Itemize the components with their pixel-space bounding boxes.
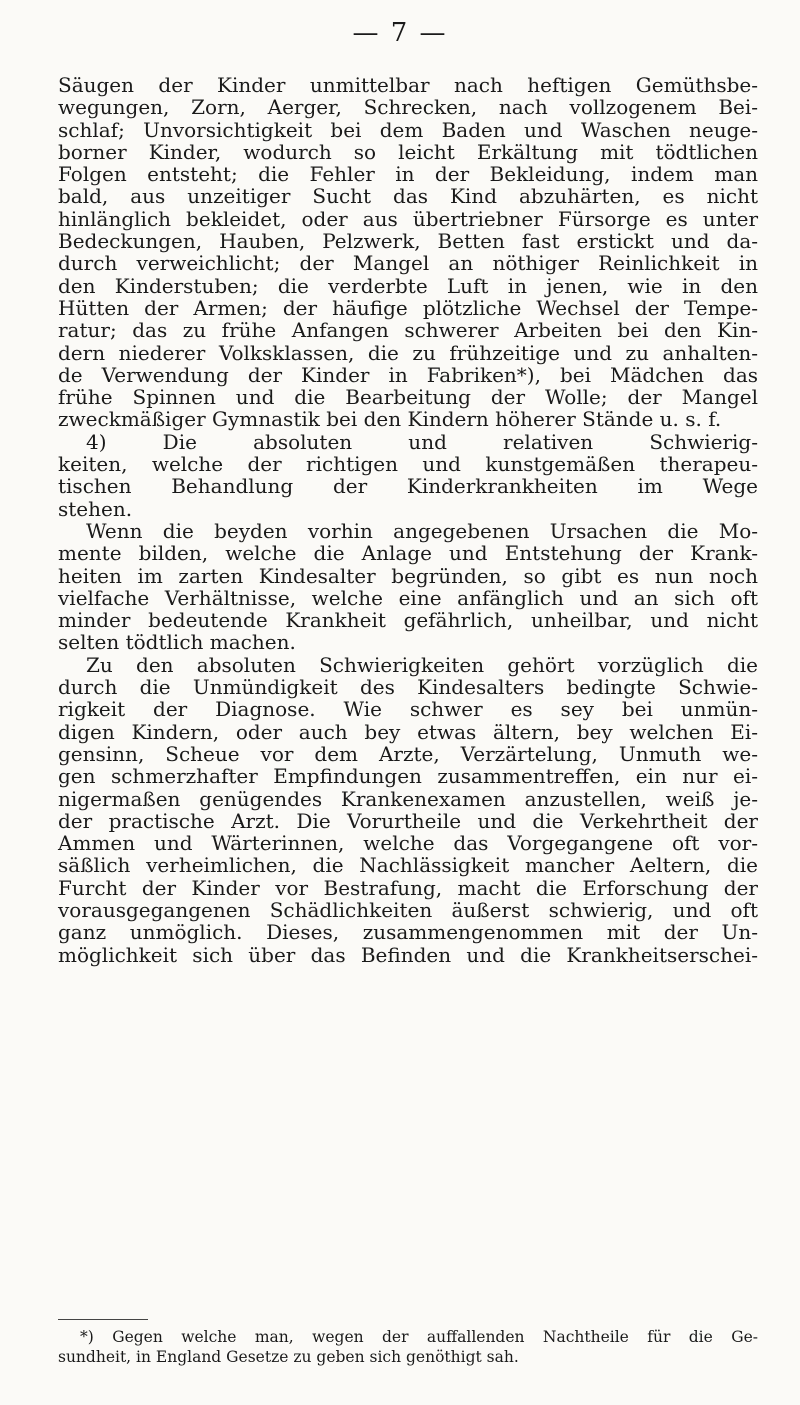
text-line: rigkeit der Diagnose. Wie schwer es sey bei unmün- [58,697,758,722]
text-line: vorausgegangenen Schädlichkeiten äußerst schwierig, und oft [58,897,758,922]
section-heading-line: tischen Behandlung der Kinderkrankheiten im Wege [58,474,758,499]
text-line: borner Kinder, wodurch so leicht Erkältung mit tödtlichen [58,139,758,164]
text-line: minder bedeutende Krankheit gefährlich, unheilbar, und nicht [58,608,758,633]
text-line: digen Kindern, oder auch bey etwas ältern, bey welchen Ei- [58,719,758,744]
footnote-rule [58,1319,148,1320]
text-line: frühe Spinnen und die Bearbeitung der Wolle; der Mangel [58,385,758,410]
page-number: — 7 — [352,18,448,48]
text-line: säßlich verheimlichen, die Nachlässigkeit mancher Aeltern, die [58,853,758,878]
text-line: selten tödtlich machen. [58,630,296,655]
text-line: den Kinderstuben; die verderbte Luft in jenen, wie in den [58,273,758,298]
footnote [58,1327,758,1367]
text-line: Folgen entsteht; die Fehler in der Bekleidung, indem man [58,162,758,187]
text-line: durch die Unmündigkeit des Kindesalters bedingte Schwie- [58,675,758,700]
text-line: nigermaßen genügendes Krankenexamen anzustellen, weiß je- [58,786,758,811]
text-line: mente bilden, welche die Anlage und Entstehung der Krank- [58,541,758,566]
text-line: zweckmäßiger Gymnastik bei den Kindern höherer Stände u. s. f. [58,407,722,432]
text-line: heiten im zarten Kindesalter begründen, so gibt es nun noch [58,563,758,588]
text-line: vielfache Verhältnisse, welche eine anfänglich und an sich oft [58,585,758,610]
text-line: der practische Arzt. Die Vorurtheile und die Verkehrtheit der [58,808,758,833]
section-heading-line: 4) Die absoluten und relativen Schwierig- [86,429,758,454]
section-heading-line: stehen. [58,496,133,521]
body-text [58,74,758,966]
text-line: Bedeckungen, Hauben, Pelzwerk, Betten fast erstickt und da- [58,229,758,254]
text-line: gensinn, Scheue vor dem Arzte, Verzärtelung, Unmuth we- [58,741,758,766]
text-line: Furcht der Kinder vor Bestrafung, macht die Erforschung der [58,875,758,900]
text-line: hinlänglich bekleidet, oder aus übertriebner Fürsorge es unter [58,206,758,231]
text-line: ratur; das zu frühe Anfangen schwerer Arbeiten bei den Kin- [58,318,758,343]
text-line: ganz unmöglich. Dieses, zusammengenommen mit der Un- [58,920,758,945]
text-line: Wenn die beyden vorhin angegebenen Ursachen die Mo- [86,518,758,543]
footnote-line: *) Gegen welche man, wegen der auffallenden Nachtheile für die Ge- [80,1328,758,1346]
text-line: gen schmerzhafter Empfindungen zusammentreffen, ein nur ei- [58,764,758,789]
text-line: dern niederer Volksklassen, die zu frühzeitige und zu anhalten- [58,340,758,365]
footnote-line: sundheit, in England Gesetze zu geben sich genöthigt sah. [58,1348,519,1366]
text-line: bald, aus unzeitiger Sucht das Kind abzuhärten, es nicht [58,184,758,209]
text-line: Zu den absoluten Schwierigkeiten gehört vorzüglich die [86,652,758,677]
text-line: möglichkeit sich über das Befinden und die Krankheitserschei- [58,942,758,967]
text-line: Säugen der Kinder unmittelbar nach heftigen Gemüthsbe- [58,73,758,97]
section-heading-line: keiten, welche der richtigen und kunstgemäßen therapeu- [58,452,758,477]
text-line: durch verweichlicht; der Mangel an nöthiger Reinlichkeit in [58,251,758,276]
text-line: Ammen und Wärterinnen, welche das Vorgegangene oft vor- [58,831,758,856]
text-line: wegungen, Zorn, Aerger, Schrecken, nach vollzogenem Bei- [58,95,758,120]
text-line: de Verwendung der Kinder in Fabriken*), bei Mädchen das [58,362,758,387]
text-line: Hütten der Armen; der häufige plötzliche Wechsel der Tempe- [58,295,758,320]
text-line: schlaf; Unvorsichtigkeit bei dem Baden und Waschen neuge- [58,117,758,142]
